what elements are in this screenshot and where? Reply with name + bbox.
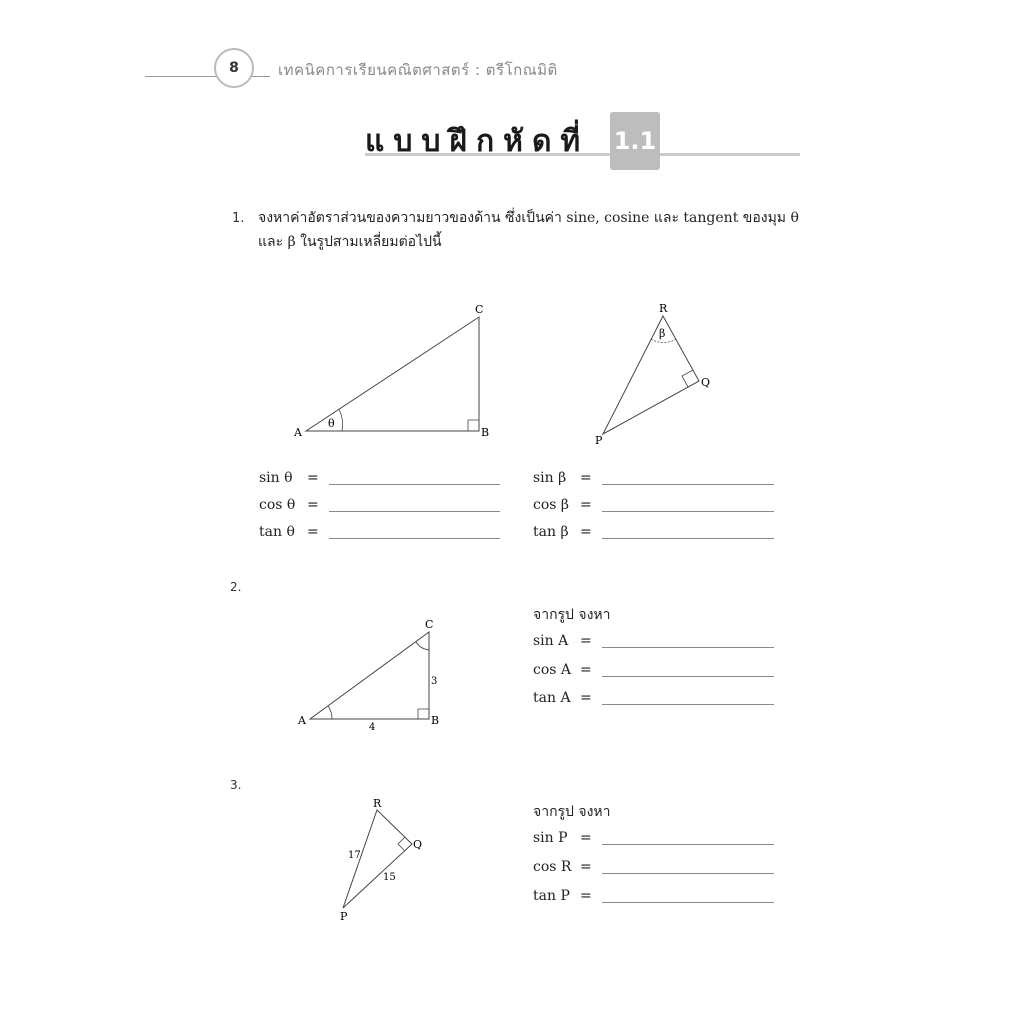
vertex-c-label: C bbox=[425, 618, 434, 631]
q1-triangle-pqr bbox=[588, 298, 718, 448]
q2-triangle-abc bbox=[292, 616, 452, 734]
row-label: cos β bbox=[533, 497, 569, 513]
answer-blank[interactable] bbox=[602, 647, 774, 648]
angle-beta-label: β bbox=[659, 327, 666, 340]
page-number: 8 bbox=[214, 48, 254, 88]
question-1-number: 1. bbox=[232, 211, 245, 226]
side-ab-label: 4 bbox=[369, 722, 376, 733]
row-label: sin A bbox=[533, 633, 569, 649]
vertex-a-label: A bbox=[298, 714, 306, 727]
side-pq-label: 15 bbox=[383, 872, 396, 883]
question-2-number: 2. bbox=[230, 580, 242, 594]
vertex-q-label: Q bbox=[701, 376, 711, 389]
row-label: cos R bbox=[533, 859, 572, 875]
vertex-p-label: P bbox=[340, 910, 348, 923]
row-label: tan β bbox=[533, 524, 569, 540]
side-bc-label: 3 bbox=[431, 676, 438, 687]
answer-blank[interactable] bbox=[602, 704, 774, 705]
answer-blank[interactable] bbox=[602, 873, 774, 874]
vertex-c-label: C bbox=[475, 303, 484, 316]
answer-blank[interactable] bbox=[602, 538, 774, 539]
equals-sign: = bbox=[580, 662, 592, 678]
equals-sign: = bbox=[580, 470, 592, 486]
vertex-p-label: P bbox=[595, 434, 603, 447]
vertex-r-label: R bbox=[659, 302, 668, 315]
answer-blank[interactable] bbox=[602, 511, 774, 512]
exercise-number-badge: 1.1 bbox=[610, 112, 660, 170]
equals-sign: = bbox=[307, 497, 319, 513]
running-head: เทคนิคการเรียนคณิตศาสตร์ : ตรีโกณมิติ bbox=[278, 61, 558, 79]
question-1-line2: และ β ในรูปสามเหลี่ยมต่อไปนี้ bbox=[258, 234, 442, 250]
row-label: sin β bbox=[533, 470, 567, 486]
question-1-line1: จงหาค่าอัตราส่วนของความยาวของด้าน ซึ่งเป็นค่า sine, cosine และ tangent ของมุม θ bbox=[258, 210, 799, 226]
vertex-b-label: B bbox=[481, 426, 490, 439]
answer-blank[interactable] bbox=[329, 538, 500, 539]
answer-blank[interactable] bbox=[329, 511, 500, 512]
equals-sign: = bbox=[580, 859, 592, 875]
row-label: cos A bbox=[533, 662, 572, 678]
row-label: sin θ bbox=[259, 470, 293, 486]
answer-blank[interactable] bbox=[329, 484, 500, 485]
row-label: tan P bbox=[533, 888, 570, 904]
equals-sign: = bbox=[580, 524, 592, 540]
row-label: tan A bbox=[533, 690, 571, 706]
equals-sign: = bbox=[307, 524, 319, 540]
vertex-q-label: Q bbox=[413, 838, 423, 851]
equals-sign: = bbox=[580, 633, 592, 649]
answer-blank[interactable] bbox=[602, 844, 774, 845]
q1-triangle-abc bbox=[288, 300, 498, 445]
equals-sign: = bbox=[580, 830, 592, 846]
answer-blank[interactable] bbox=[602, 676, 774, 677]
equals-sign: = bbox=[307, 470, 319, 486]
answer-blank[interactable] bbox=[602, 902, 774, 903]
page-title: แบบฝึกหัดที่ bbox=[365, 124, 590, 159]
equals-sign: = bbox=[580, 888, 592, 904]
row-label: sin P bbox=[533, 830, 568, 846]
q3-triangle-pqr bbox=[332, 796, 432, 926]
vertex-a-label: A bbox=[294, 426, 302, 439]
answer-blank[interactable] bbox=[602, 484, 774, 485]
side-pr-label: 17 bbox=[348, 850, 361, 861]
row-label: cos θ bbox=[259, 497, 296, 513]
vertex-b-label: B bbox=[431, 714, 440, 727]
vertex-r-label: R bbox=[373, 797, 382, 810]
question-3-number: 3. bbox=[230, 778, 242, 792]
q3-instruction: จากรูป จงหา bbox=[533, 804, 611, 820]
equals-sign: = bbox=[580, 690, 592, 706]
equals-sign: = bbox=[580, 497, 592, 513]
angle-theta-label: θ bbox=[328, 417, 335, 430]
row-label: tan θ bbox=[259, 524, 295, 540]
q2-instruction: จากรูป จงหา bbox=[533, 607, 611, 623]
